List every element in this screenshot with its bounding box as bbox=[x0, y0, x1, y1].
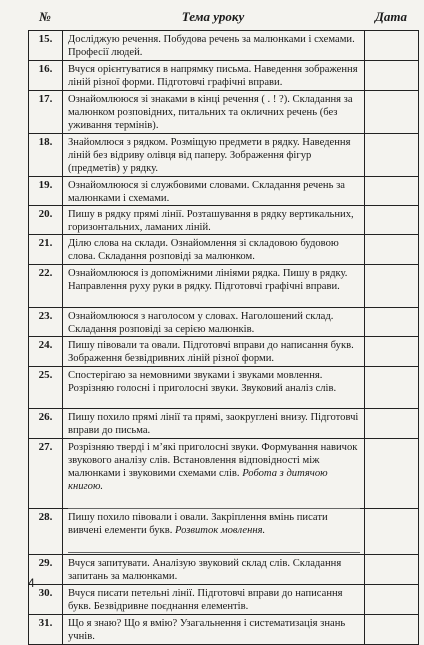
lesson-number: 16. bbox=[29, 61, 63, 90]
lesson-number: 26. bbox=[29, 409, 63, 438]
lesson-number: 17. bbox=[29, 91, 63, 133]
lesson-topic-text: Вчуся запитувати. Аналізую звуковий склад слів. Складання запитань за малюнками. bbox=[68, 558, 342, 582]
lesson-number: 28. bbox=[29, 509, 63, 554]
lesson-number: 18. bbox=[29, 134, 63, 176]
header-date: Дата bbox=[375, 9, 407, 24]
table-row bbox=[29, 265, 419, 308]
lesson-topic bbox=[63, 235, 365, 264]
lesson-topic bbox=[63, 91, 365, 133]
lesson-topic-text: Ділю слова на склади. Ознайомлення зі складовою будовою слова. Складання розповіді за малюнком. bbox=[68, 238, 339, 262]
lesson-topic-text: Пишу похило півовали і овали. Закріплення вмінь писати вивчені елементи букв. bbox=[68, 512, 328, 536]
lesson-date-cell[interactable] bbox=[365, 308, 419, 336]
lesson-date-cell[interactable] bbox=[365, 615, 419, 644]
table-header bbox=[28, 6, 418, 28]
lesson-date-cell[interactable] bbox=[365, 134, 419, 176]
lesson-date-cell[interactable] bbox=[365, 367, 419, 408]
lesson-date-cell[interactable] bbox=[365, 61, 419, 90]
lesson-date-cell[interactable] bbox=[365, 206, 419, 234]
lesson-number: 19. bbox=[29, 177, 63, 205]
table-row bbox=[29, 409, 419, 439]
lessons-table bbox=[28, 30, 419, 645]
lesson-date-cell[interactable] bbox=[365, 177, 419, 205]
lesson-number: 30. bbox=[29, 585, 63, 614]
table-row bbox=[29, 439, 419, 509]
lesson-topic-text: Спостерігаю за немовними звуками і звуками мовлення. Розрізняю голосні і приголосні звуки. Звуковий аналіз слів. bbox=[68, 370, 337, 394]
lesson-topic-text: Пишу в рядку прямі лінії. Розташування в рядку вертикальних, горизонтальних, ламаних ліній. bbox=[68, 209, 354, 233]
lesson-topic bbox=[63, 265, 365, 307]
lesson-topic-text: Вчуся орієнтуватися в напрямку письма. Наведення зображення ліній різної форми. Підготовчі графічні вправи. bbox=[68, 64, 358, 88]
lesson-topic bbox=[63, 177, 365, 205]
lesson-topic-text: Розрізняю тверді і м’які приголосні звуки. Формування навичок звукового аналізу слів. Встановлення відповідності між малюнками і звуковими схемами слів. bbox=[68, 442, 358, 479]
table-row bbox=[29, 206, 419, 235]
lesson-topic bbox=[63, 439, 365, 508]
lesson-topic bbox=[63, 615, 365, 644]
page-number: 4 bbox=[28, 576, 35, 590]
table-row bbox=[29, 337, 419, 367]
lesson-date-cell[interactable] bbox=[365, 235, 419, 264]
write-line[interactable] bbox=[68, 540, 360, 553]
lesson-number: 21. bbox=[29, 235, 63, 264]
lesson-topic-text: Ознайомлююся зі службовими словами. Складання речень за малюнками і схемами. bbox=[68, 180, 345, 204]
table-row bbox=[29, 585, 419, 615]
lesson-topic-italic: Розвиток мовлення. bbox=[175, 525, 266, 536]
header-topic: Тема уроку bbox=[181, 9, 245, 24]
table-row bbox=[29, 367, 419, 409]
lesson-date-cell[interactable] bbox=[365, 555, 419, 584]
lesson-topic-italic: Робота з дитячою книгою. bbox=[68, 468, 328, 492]
lesson-topic-text: Ознайомлююся із допоміжними лініями рядка. Пишу в рядку. Направлення руху руки в рядку. Підготовчі графічні вправи. bbox=[68, 268, 348, 292]
lesson-topic bbox=[63, 206, 365, 234]
lesson-date-cell[interactable] bbox=[365, 265, 419, 307]
lesson-date-cell[interactable] bbox=[365, 409, 419, 438]
table-row bbox=[29, 235, 419, 265]
lesson-number: 22. bbox=[29, 265, 63, 307]
lesson-date-cell[interactable] bbox=[365, 509, 419, 554]
lesson-topic bbox=[63, 367, 365, 408]
lesson-topic bbox=[63, 555, 365, 584]
lesson-number: 24. bbox=[29, 337, 63, 366]
table-row bbox=[29, 308, 419, 337]
table-row bbox=[29, 177, 419, 206]
table-row bbox=[29, 134, 419, 177]
lesson-topic-text: Ознайомлююся зі знаками в кінці речення ( . ! ?). Складання за малюнком розповідних, питальних та окличних речень (без уживання термінів). bbox=[68, 94, 353, 131]
lesson-topic-text: Досліджую речення. Побудова речень за малюнками і схемами. Професії людей. bbox=[68, 34, 355, 58]
lesson-topic bbox=[63, 31, 365, 60]
lesson-number: 20. bbox=[29, 206, 63, 234]
lesson-number: 25. bbox=[29, 367, 63, 408]
header-number: № bbox=[39, 9, 51, 24]
lesson-topic-text: Ознайомлююся з наголосом у словах. Наголошений склад. Складання розповіді за серією малюнків. bbox=[68, 311, 334, 335]
lesson-topic-text: Пишу півовали та овали. Підготовчі вправи до написання букв. Зображення безвідривних ліній різної форми. bbox=[68, 340, 354, 364]
lesson-date-cell[interactable] bbox=[365, 439, 419, 508]
lesson-date-cell[interactable] bbox=[365, 337, 419, 366]
lesson-number: 27. bbox=[29, 439, 63, 508]
write-line[interactable] bbox=[68, 496, 360, 509]
lesson-date-cell[interactable] bbox=[365, 31, 419, 60]
lesson-number: 23. bbox=[29, 308, 63, 336]
table-row bbox=[29, 61, 419, 91]
lesson-topic-text: Вчуся писати петельні лінії. Підготовчі вправи до написання букв. Безвідривне поєднання елементів. bbox=[68, 588, 343, 612]
lesson-topic-text: Пишу похило прямі лінії та прямі, заокруглені внизу. Підготовчі вправи до письма. bbox=[68, 412, 359, 436]
lesson-topic bbox=[63, 308, 365, 336]
lesson-topic bbox=[63, 134, 365, 176]
lesson-number: 31. bbox=[29, 615, 63, 644]
lesson-number: 29. bbox=[29, 555, 63, 584]
lesson-number: 15. bbox=[29, 31, 63, 60]
lesson-topic bbox=[63, 61, 365, 90]
table-row bbox=[29, 555, 419, 585]
table-row bbox=[29, 615, 419, 645]
table-row bbox=[29, 91, 419, 134]
lesson-topic bbox=[63, 337, 365, 366]
lesson-topic-text: Знайомлюся з рядком. Розміщую предмети в рядку. Наведення ліній без відриву олівця від паперу. Зображення фігур (предметів) у рядку. bbox=[68, 137, 351, 174]
table-row bbox=[29, 509, 419, 555]
lesson-topic bbox=[63, 509, 365, 554]
table-row bbox=[29, 31, 419, 61]
lesson-topic-text: Що я знаю? Що я вмію? Узагальнення і систематизація знань учнів. bbox=[68, 618, 346, 642]
lesson-topic bbox=[63, 409, 365, 438]
lesson-date-cell[interactable] bbox=[365, 91, 419, 133]
